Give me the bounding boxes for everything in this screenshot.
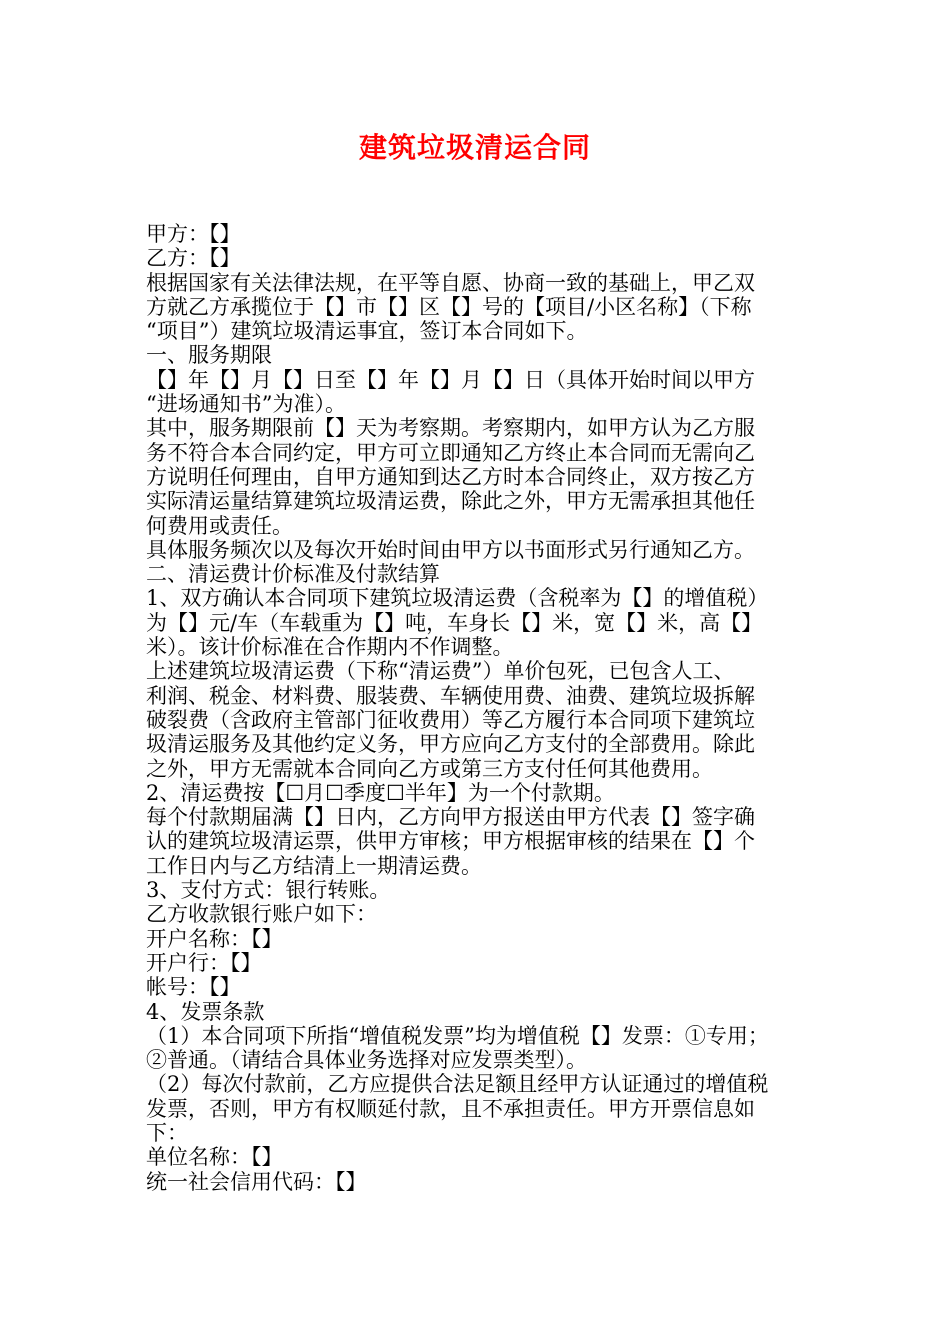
- document-line: 务不符合本合同约定，甲方可立即通知乙方终止本合同而无需向乙: [146, 440, 755, 465]
- document-line: 实际清运量结算建筑垃圾清运费，除此之外，甲方无需承担其他任: [146, 489, 755, 514]
- document-line: 开户名称：【】: [146, 926, 283, 951]
- document-line: 认的建筑垃圾清运票，供甲方审核；甲方根据审核的结果在【】个: [146, 829, 755, 854]
- document-line: 圾清运服务及其他约定义务，甲方应向乙方支付的全部费用。除此: [146, 732, 755, 757]
- document-line: 一、服务期限: [146, 343, 272, 368]
- document-line: “进场通知书”为准）。: [146, 392, 346, 417]
- document-line: “项目”）建筑垃圾清运事宜，签订本合同如下。: [146, 319, 588, 344]
- document-line: 二、清运费计价标准及付款结算: [146, 562, 440, 587]
- document-line: 米）。该计价标准在合作期内不作调整。: [146, 635, 514, 660]
- document-line: 帐号：【】: [146, 975, 241, 1000]
- document-line: 单位名称：【】: [146, 1145, 283, 1170]
- document-line: 之外，甲方无需就本合同向乙方或第三方支付任何其他费用。: [146, 756, 713, 781]
- document-line: 开户行：【】: [146, 950, 262, 975]
- document-line: 统一社会信用代码：【】: [146, 1169, 367, 1194]
- document-line: ②普通。（请结合具体业务选择对应发票类型）。: [146, 1048, 587, 1073]
- document-line: 发票，否则，甲方有权顺延付款，且不承担责任。甲方开票信息如: [146, 1096, 755, 1121]
- document-line: 利润、税金、材料费、服装费、车辆使用费、油费、建筑垃圾拆解: [146, 683, 755, 708]
- document-line: 根据国家有关法律法规，在平等自愿、协商一致的基础上，甲乙双: [146, 270, 755, 295]
- document-line: 上述建筑垃圾清运费（下称“清运费”）单价包死，已包含人工、: [146, 659, 735, 684]
- document-line: 下：: [146, 1120, 188, 1145]
- document-line: 1、双方确认本合同项下建筑垃圾清运费（含税率为【】的增值税）: [146, 586, 769, 611]
- document-line: （2）每次付款前，乙方应提供合法足额且经甲方认证通过的增值税: [146, 1072, 769, 1097]
- document-line: 具体服务频次以及每次开始时间由甲方以书面形式另行通知乙方。: [146, 537, 755, 562]
- document-line: 方说明任何理由，自甲方通知到达乙方时本合同终止，双方按乙方: [146, 464, 755, 489]
- document-line: （1）本合同项下所指“增值税发票”均为增值税【】发票：①专用；: [146, 1023, 769, 1048]
- document-line: 工作日内与乙方结清上一期清运费。: [146, 853, 482, 878]
- document-line: 2、清运费按【☐月☐季度☐半年】为一个付款期。: [146, 780, 615, 805]
- document-line: 甲方：【】: [146, 222, 241, 246]
- document-title: 建筑垃圾清运合同: [358, 131, 591, 164]
- document-line: 【】年【】月【】日至【】年【】月【】日（具体开始时间以甲方: [146, 367, 755, 392]
- document-line: 方就乙方承揽位于【】市【】区【】号的【项目/小区名称】（下称: [146, 294, 752, 319]
- document-line: 何费用或责任。: [146, 513, 293, 538]
- document-line: 3、支付方式：银行转账。: [146, 878, 391, 903]
- document-line: 乙方收款银行账户如下：: [146, 902, 377, 927]
- document-line: 4、发票条款: [146, 999, 265, 1024]
- document-line: 为【】元/车（车载重为【】吨，车身长【】米，宽【】米，高【】: [146, 610, 763, 635]
- document-line: 乙方：【】: [146, 246, 241, 271]
- document-line: 破裂费（含政府主管部门征收费用）等乙方履行本合同项下建筑垃: [146, 707, 755, 732]
- document-line: 其中，服务期限前【】天为考察期。考察期内，如甲方认为乙方服: [146, 416, 755, 441]
- document-line: 每个付款期届满【】日内，乙方向甲方报送由甲方代表【】签字确: [146, 805, 755, 830]
- document-body: [146, 222, 816, 1194]
